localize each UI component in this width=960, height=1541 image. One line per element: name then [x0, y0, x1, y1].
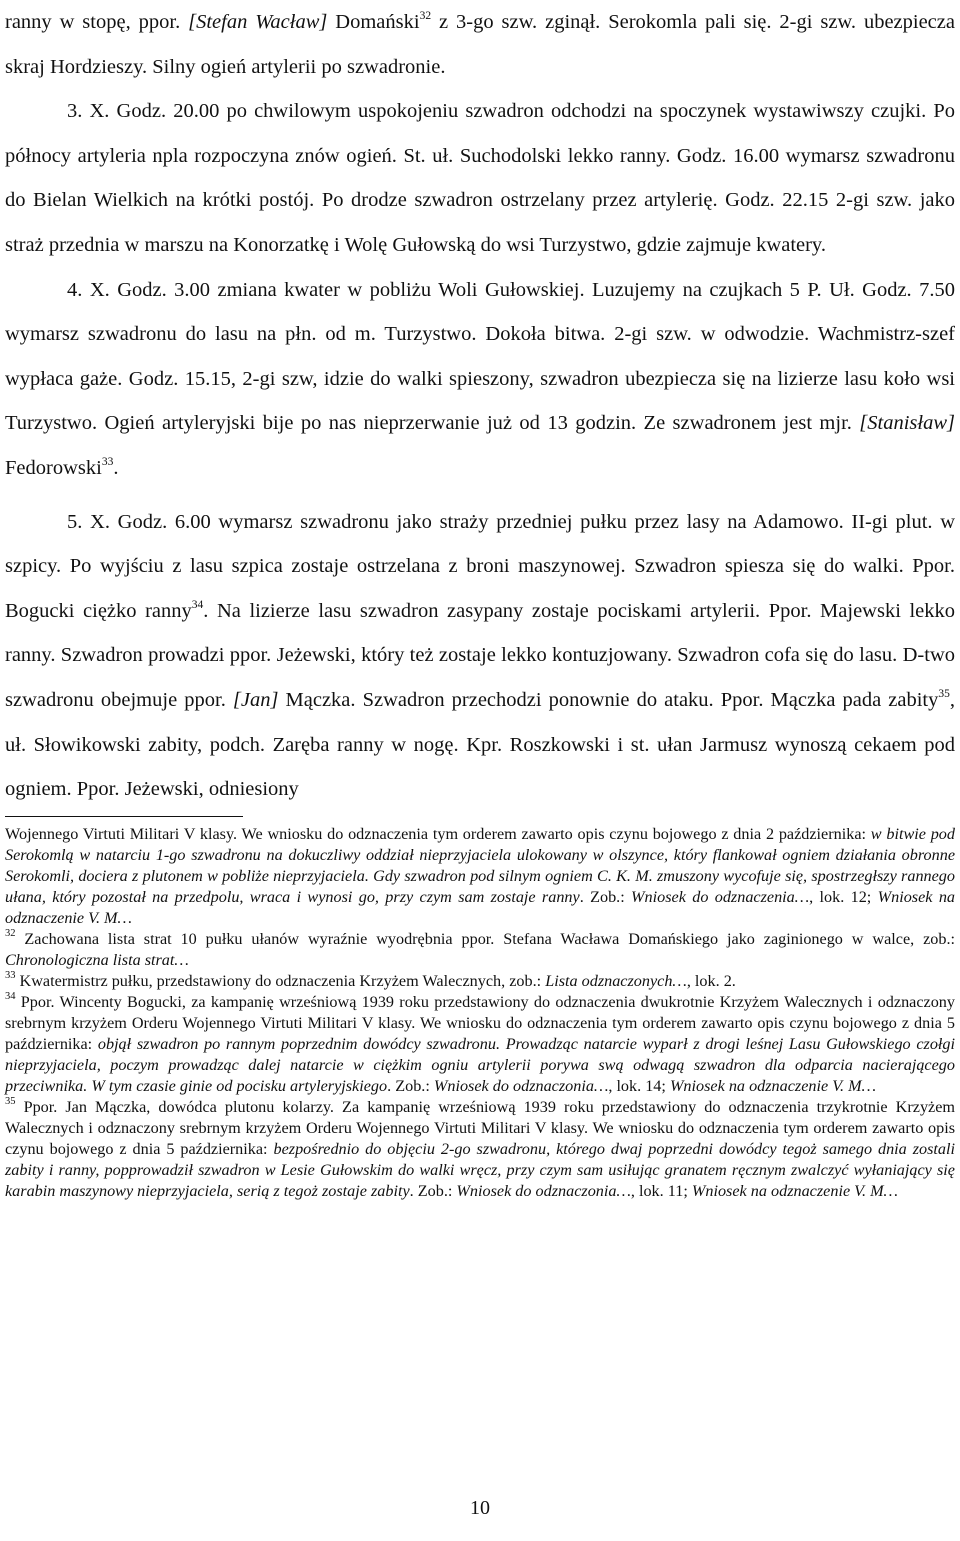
footnote-35: $^{35}$ Ppor. Jan Mączka, dowódca plutonu kolarzy. Za kampanię wrześniową 1939 roku przedstawiony do odznaczenia trzykrotnie Krzyżem Walecznych i odznaczony srebrnym krzyżem Orderu Wojennego Virtuti Militari V klasy. We wniosku do odznaczenia tym orderem zawarto opis czynu bojowego z dnia 5 października: bezpośrednio do objęciu 2-go szwadronu, którego dwaj poprzedni dowódcy tegoż samego dnia zostali zabity i ranny, popprowadził szwadron w Lesie Gułowskim do walki wręcz, przy czym sam usiłując granatem ręcznym zwalczyć wyłaniający się karabin maszynowy nieprzyjaciela, serią z tegoż zostaje zabity. Zob.: Wniosek do odznaczonia…, lok. 11; Wniosek na odznaczenie V. M… — [5, 1096, 955, 1200]
editorial-insert: [Stanisław] — [859, 412, 955, 435]
footnote-33: $^{33}$ Kwatermistrz pułku, przedstawiony do odznaczenia Krzyżem Walecznych, zob.: Lista odznaczonych…, lok. 2. — [5, 970, 736, 990]
paragraph-1: ranny w stopę, ppor. [Stefan Wacław] Domański$^{32}$ z 3-go szw. zginął. Serokomla pali się. 2-gi szw. ubezpiecza skraj Hordzieszy. Silny ogień artylerii po szwadronie. — [5, 10, 955, 78]
editorial-insert: [Jan] — [232, 688, 279, 711]
footnote-ref-33[interactable]: 33 — [101, 456, 114, 469]
editorial-insert: [Stefan Wacław] — [188, 11, 328, 33]
main-text — [5, 0, 955, 812]
paragraph-2: 3. X. Godz. 20.00 po chwilowym uspokojeniu szwadron odchodzi na spoczynek wystawiwszy czujki. Po północy artyleria npla rozpoczyna znów ogień. St. uł. Suchodolski lekko ranny. Godz. 16.00 wymarsz szwadronu do Bielan Wielkich na krótki postój. Po drodze szwadron ostrzelany przez artylerię. Godz. 22.15 2-gi szw. jako straż przednia w marszu na Konorzatkę i Wolę Gułowską do wsi Turzystwo, gdzie zajmuje kwatery. — [5, 100, 955, 256]
paragraph-3: 4. X. Godz. 3.00 zmiana kwater w pobliżu Woli Gułowskiej. Luzujemy na czujkach 5 P. Uł. Godz. 7.50 wymarsz szwadronu do lasu na płn. od m. Turzystwo. Dokoła bitwa. 2-gi szw. w odwodzie. Wachmistrz-szef wypłaca gaże. Godz. 15.15, 2-gi szw, idzie do walki spieszony, szwadron ubezpiecza się na lizierze lasu koło wsi Turzystwo. Ogień artyleryjski bije po nas nieprzerwanie już od 13 godzin. Ze szwadronem jest mjr. [Stanisław] Fedorowski$^{33}$. — [5, 278, 955, 479]
footnote-ref-34[interactable]: 34 — [191, 598, 204, 611]
footnote-32: $^{32}$ Zachowana lista strat 10 pułku ułanów wyraźnie wyodrębnia ppor. Stefana Wacława Domańskiego jako zaginionego w walce, zob.: Chronologiczna lista strat… — [5, 928, 955, 969]
document-page — [5, 0, 955, 1202]
footnotes — [5, 824, 955, 1202]
paragraph-4: 5. X. Godz. 6.00 wymarsz szwadronu jako straży przedniej pułku przez lasy na Adamowo. II-gi plut. w szpicy. Po wyjściu z lasu szpica zostaje ostrzelana z broni maszynowej. Szwadron spiesza się do walki. Ppor. Bogucki ciężko ranny$^{34}$. Na lizierze lasu szwadron zasypany zostaje pociskami artylerii. Ppor. Majewski lekko ranny. Szwadron prowadzi ppor. Jeżewski, który też zostaje lekko kontuzjowany. Szwadron cofa się do lasu. D-two szwadronu obejmuje ppor. [Jan] Mączka. Szwadron przechodzi ponownie do ataku. Ppor. Mączka pada zabity$^{35}$, uł. Słowikowski zabity, podch. Zaręba ranny w nogę. Kpr. Roszkowski i st. ułan Jarmusz wynoszą cekaem pod ogniem. Ppor. Jeżewski, odniesiony — [5, 510, 955, 801]
footnote-ref-32[interactable]: 32 — [419, 10, 432, 23]
page-number: 10 — [470, 1497, 490, 1519]
footnote-continuation: Wojennego Virtuti Militari V klasy. We wniosku do odznaczenia tym orderem zawarto opis czynu bojowego z dnia 2 października: w bitwie pod Serokomlą w natarciu 1-go szwadronu na dokuczliwy oddział nieprzyjaciela ulokowany w olszynce, który flankował ogniem działania obronne Serokomli, dociera z plutonem w pobliże nieprzyjaciela. Gdy szwadron pod silnym ogniem C. K. M. zmuszony wycofuje się, spostrzegłszy rannego ułana, który pozostał na przedpolu, wraca i wynosi go, przy czym sam zostaje ranny. Zob.: Wniosek do odznaczenia…, lok. 12; Wniosek na odznaczenie V. M… — [5, 824, 956, 927]
footnote-separator — [5, 816, 243, 817]
footnote-34: $^{34}$ Ppor. Wincenty Bogucki, za kampanię wrześniową 1939 roku przedstawiony do odznaczenia dwukrotnie Krzyżem Walecznych i odznaczony srebrnym krzyżem Orderu Wojennego Virtuti Militari V klasy. We wniosku do odznaczenia tym orderem zawarto opis czynu bojowego z dnia 5 października: objął szwadron po rannym poprzednim dowódcy szwadronu. Prowadząc natarcie wyparł z drogi leśnej Lasu Gułowskiego czołgi nieprzyjaciela, poczym prowadząc dalej natarcie w ciężkim ogniu artylerii porywa swą odwagą szwadron dla odparcia nacierającego przeciwnika. W tym czasie ginie od pocisku artyleryjskiego. Zob.: Wniosek do odznaczonia…, lok. 14; Wniosek na odznaczenie V. M… — [5, 991, 955, 1095]
footnote-ref-35[interactable]: 35 — [938, 688, 950, 701]
